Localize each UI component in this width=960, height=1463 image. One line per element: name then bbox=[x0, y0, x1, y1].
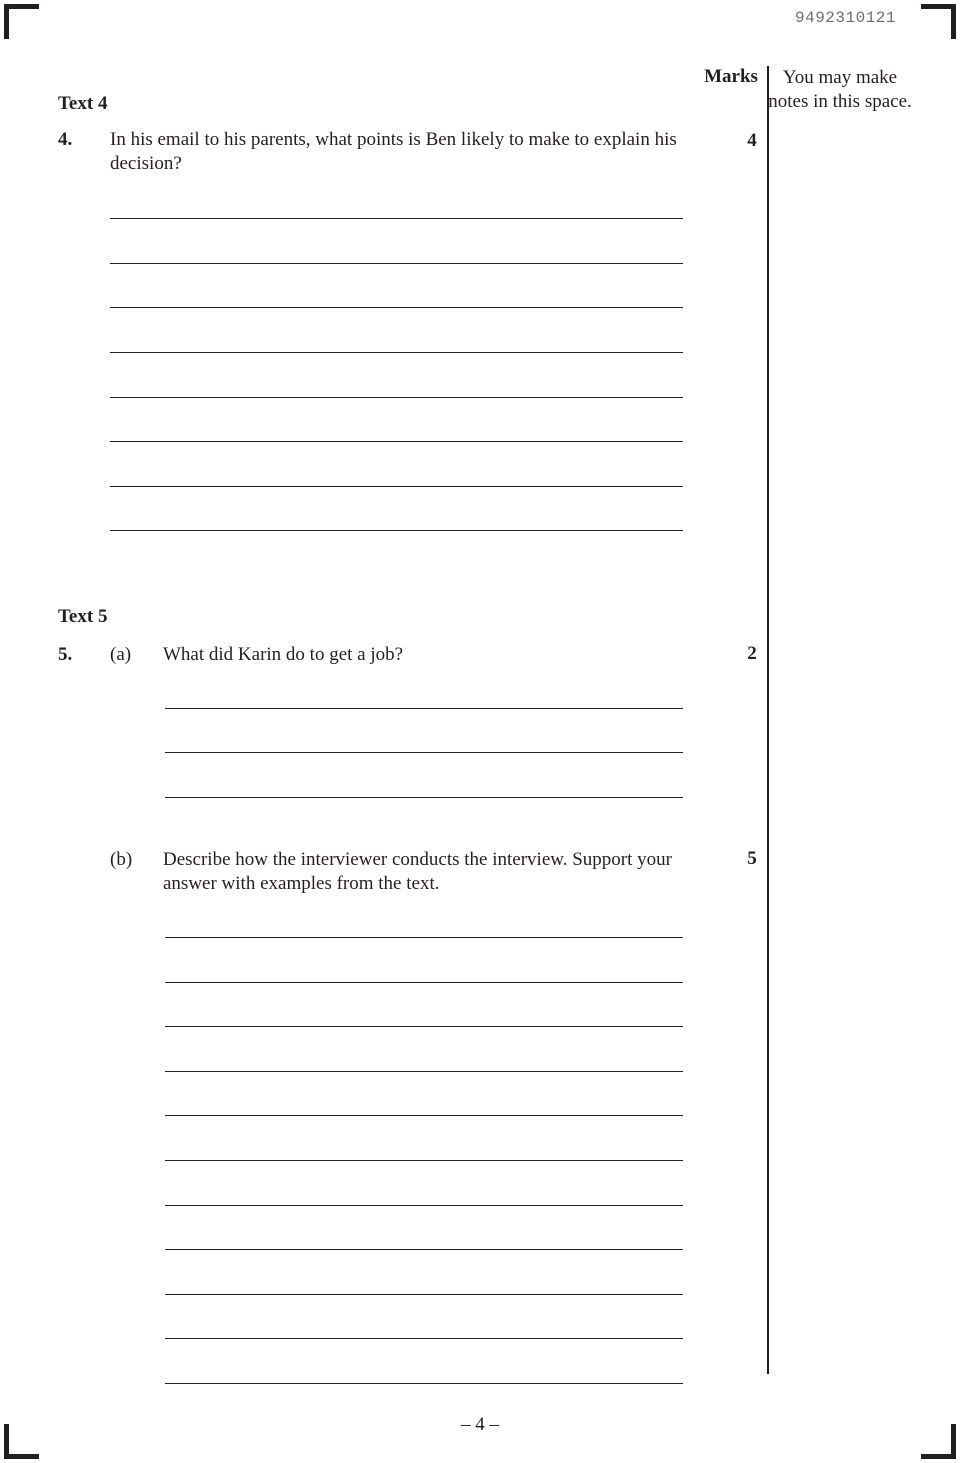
question-number-4: 4. bbox=[58, 129, 73, 150]
crop-mark-top-left bbox=[4, 4, 39, 39]
answer-line[interactable] bbox=[110, 263, 683, 264]
question-5a-marks: 2 bbox=[747, 643, 757, 664]
answer-line[interactable] bbox=[110, 441, 683, 442]
section-label-text-5: Text 5 bbox=[58, 606, 108, 627]
question-5b-text: Describe how the interviewer conducts the interview. Support your answer with examples from the text. bbox=[163, 849, 672, 894]
crop-mark-top-right bbox=[921, 4, 956, 39]
answer-line[interactable] bbox=[165, 1205, 683, 1206]
answer-line[interactable] bbox=[165, 1249, 683, 1250]
answer-line[interactable] bbox=[165, 937, 683, 938]
question-4-text: In his email to his parents, what points is Ben likely to make to explain his decision? bbox=[110, 129, 677, 174]
notes-instruction: You may make notes in this space. bbox=[768, 67, 912, 112]
question-4-marks: 4 bbox=[747, 130, 757, 151]
answer-line[interactable] bbox=[165, 982, 683, 983]
answer-line[interactable] bbox=[165, 1383, 683, 1384]
answer-line[interactable] bbox=[110, 397, 683, 398]
question-5b-marks: 5 bbox=[747, 848, 757, 869]
question-5b-label: (b) bbox=[110, 849, 133, 870]
crop-mark-bottom-left bbox=[4, 1424, 39, 1459]
section-label-text-4: Text 4 bbox=[58, 93, 108, 114]
answer-line[interactable] bbox=[110, 530, 683, 531]
document-code: 9492310121 bbox=[794, 9, 896, 27]
answer-line[interactable] bbox=[165, 1071, 683, 1072]
question-number-5: 5. bbox=[58, 644, 73, 665]
answer-line[interactable] bbox=[110, 486, 683, 487]
answer-line[interactable] bbox=[165, 1294, 683, 1295]
answer-line[interactable] bbox=[110, 218, 683, 219]
marks-heading: Marks bbox=[704, 66, 758, 87]
answer-line[interactable] bbox=[165, 1160, 683, 1161]
answer-line[interactable] bbox=[165, 1026, 683, 1027]
question-5a-label: (a) bbox=[110, 644, 132, 665]
page-number: – 4 – bbox=[461, 1414, 499, 1435]
answer-line[interactable] bbox=[110, 307, 683, 308]
answer-line[interactable] bbox=[165, 797, 683, 798]
answer-line[interactable] bbox=[165, 708, 683, 709]
margin-divider bbox=[767, 66, 769, 1374]
answer-line[interactable] bbox=[165, 752, 683, 753]
question-5a-text: What did Karin do to get a job? bbox=[163, 644, 404, 665]
answer-line[interactable] bbox=[165, 1115, 683, 1116]
crop-mark-bottom-right bbox=[921, 1424, 956, 1459]
answer-line[interactable] bbox=[165, 1338, 683, 1339]
answer-line[interactable] bbox=[110, 352, 683, 353]
